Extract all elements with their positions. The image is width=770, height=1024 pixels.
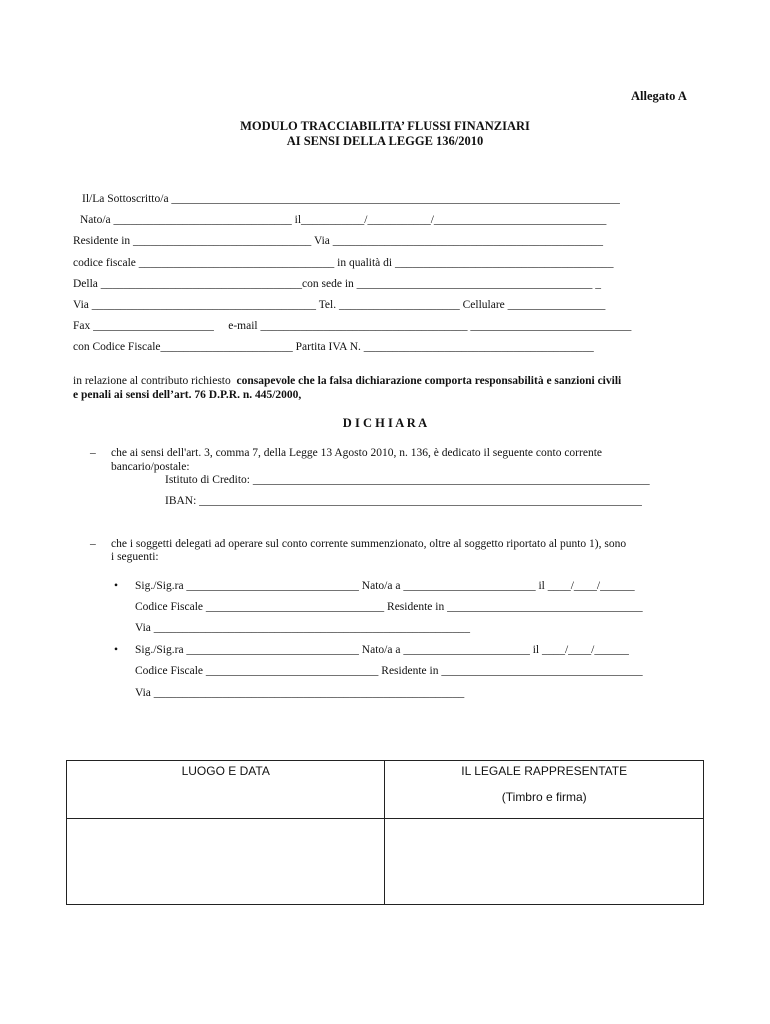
- declares-heading: D I C H I A R A: [342, 416, 428, 430]
- field-company-seat[interactable]: Della ___________________________________con sede in _________________________________________ _: [73, 278, 602, 290]
- place-date-label: LUOGO E DATA: [181, 764, 270, 778]
- delegate1-bullet: •: [114, 580, 119, 592]
- field-iban[interactable]: IBAN: _____________________________________________________________________________: [165, 495, 642, 507]
- delegate2-address[interactable]: Via ______________________________________________________: [135, 687, 465, 699]
- place-date-input-cell[interactable]: [67, 819, 385, 905]
- item2-line1: che i soggetti delegati ad operare sul conto corrente summenzionato, oltre al soggetto riportato al punto 1), sono: [111, 538, 627, 550]
- field-address-phone[interactable]: Via _______________________________________ Tel. _____________________ Cellulare _________________: [73, 299, 606, 311]
- stamp-label: (Timbro e firma): [501, 790, 587, 804]
- legal-rep-label: IL LEGALE RAPPRESENTATE: [461, 764, 628, 778]
- delegate2-bullet: •: [114, 644, 119, 656]
- signature-table: [66, 760, 704, 905]
- item1-line2: bancario/postale:: [111, 461, 190, 473]
- field-fax-email[interactable]: Fax _____________________ e-mail ____________________________________ ____________________________: [73, 320, 632, 332]
- signature-input-cell[interactable]: [385, 819, 704, 905]
- item1-dash: –: [90, 447, 96, 459]
- intro-plain: in relazione al contributo richiesto: [73, 375, 231, 387]
- delegate1-taxcode-residence[interactable]: Codice Fiscale _______________________________ Residente in __________________________________: [135, 601, 643, 613]
- field-bank[interactable]: Istituto di Credito: _____________________________________________________________________: [165, 474, 650, 486]
- field-birth[interactable]: Nato/a _______________________________ il___________/___________/______________________________: [80, 214, 607, 226]
- delegate1-address[interactable]: Via _______________________________________________________: [135, 622, 471, 634]
- field-tax-vat[interactable]: con Codice Fiscale_______________________ Partita IVA N. ________________________________________: [73, 341, 594, 353]
- item2-dash: –: [90, 538, 96, 550]
- annex-label: Allegato A: [631, 89, 687, 103]
- delegate1-name-birth[interactable]: Sig./Sig.ra ______________________________ Nato/a a _______________________ il ____/____/______: [135, 580, 635, 592]
- intro-bold-2: e penali ai sensi dell’art. 76 D.P.R. n. 445/2000,: [73, 389, 302, 401]
- intro-statement: [73, 374, 621, 388]
- intro-bold-1: consapevole che la falsa dichiarazione comporta responsabilità e sanzioni civili: [236, 375, 622, 387]
- field-tax-code-role[interactable]: codice fiscale __________________________________ in qualità di ______________________________________: [73, 257, 614, 269]
- field-signer-name[interactable]: Il/La Sottoscritto/a ______________________________________________________________________________: [82, 193, 620, 205]
- form-title-line2: AI SENSI DELLA LEGGE 136/2010: [286, 134, 484, 148]
- form-title-line1: MODULO TRACCIABILITA’ FLUSSI FINANZIARI: [240, 119, 530, 133]
- legal-rep-header-cell: [385, 761, 704, 819]
- field-residence[interactable]: Residente in _______________________________ Via _______________________________________________: [73, 235, 603, 247]
- place-date-header-cell: [67, 761, 385, 819]
- item1-line1: che ai sensi dell'art. 3, comma 7, della Legge 13 Agosto 2010, n. 136, è dedicato il seguente conto corrente: [111, 447, 602, 459]
- delegate2-name-birth[interactable]: Sig./Sig.ra ______________________________ Nato/a a ______________________ il ____/____/______: [135, 644, 629, 656]
- item2-line2: i seguenti:: [111, 551, 159, 563]
- delegate2-taxcode-residence[interactable]: Codice Fiscale ______________________________ Residente in ___________________________________: [135, 665, 643, 677]
